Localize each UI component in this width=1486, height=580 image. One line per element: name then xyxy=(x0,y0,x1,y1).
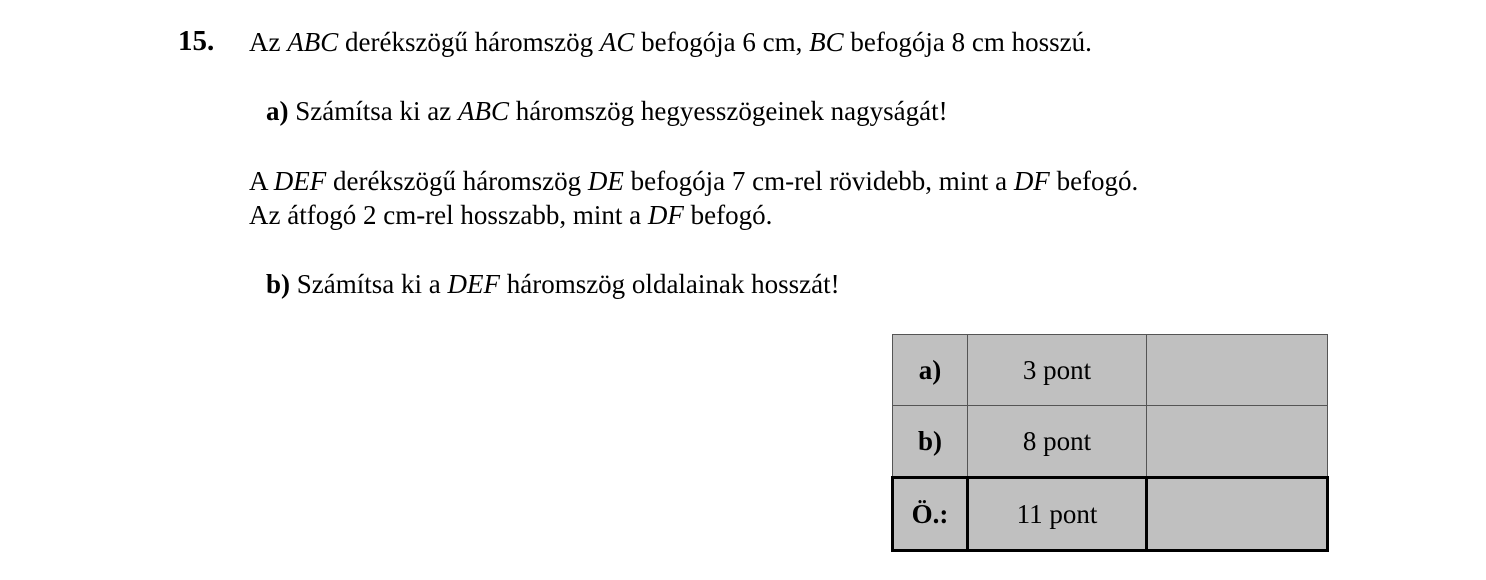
part-b-question: b) Számítsa ki a DEF háromszög oldalainak hosszát! xyxy=(266,269,840,299)
score-earned-cell[interactable] xyxy=(1147,478,1328,551)
score-row-a xyxy=(893,335,1328,406)
def-description-line-1: A DEF derékszögű háromszög DE befogója 7 cm-rel rövidebb, mint a DF befogó. xyxy=(249,166,1139,196)
score-row-label: a) xyxy=(893,335,968,406)
score-max-points: 11 pont xyxy=(968,478,1147,551)
intro-text: Az ABC derékszögű háromszög AC befogója 6 cm, BC befogója 8 cm hosszú. xyxy=(249,27,1092,57)
score-row-b xyxy=(893,406,1328,478)
score-max-points: 3 pont xyxy=(968,335,1147,406)
score-earned-cell[interactable] xyxy=(1147,406,1328,478)
problem-number: 15. xyxy=(178,25,215,57)
part-a-question: a) Számítsa ki az ABC háromszög hegyesszögeinek nagyságát! xyxy=(266,96,948,126)
score-max-points: 8 pont xyxy=(968,406,1147,478)
score-earned-cell[interactable] xyxy=(1147,335,1328,406)
score-table xyxy=(891,334,1329,552)
score-row-label: Ö.: xyxy=(893,478,968,551)
score-row-label: b) xyxy=(893,406,968,478)
part-a-label: a) xyxy=(266,96,289,126)
def-description-line-2: Az átfogó 2 cm-rel hosszabb, mint a DF befogó. xyxy=(249,200,773,230)
score-row-total xyxy=(893,478,1328,551)
part-b-label: b) xyxy=(266,269,291,299)
